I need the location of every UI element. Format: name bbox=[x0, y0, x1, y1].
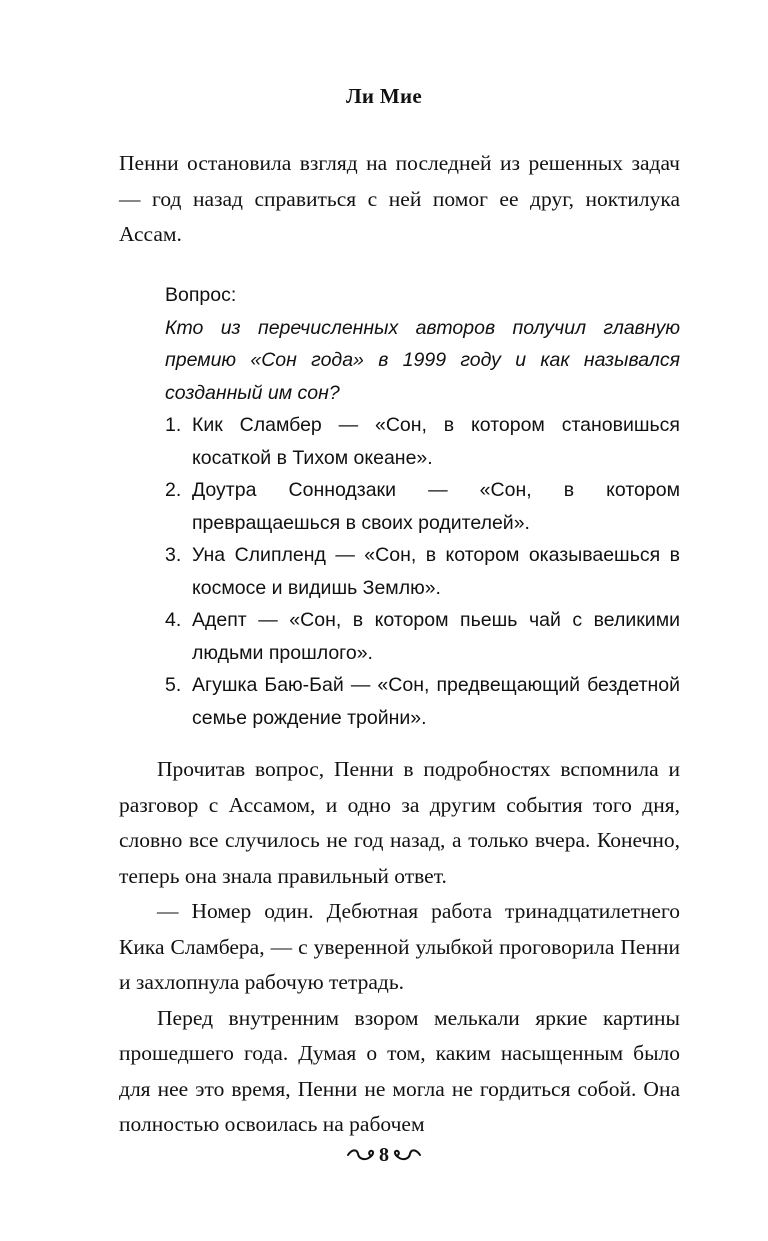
quiz-label: Вопрос: bbox=[165, 284, 237, 306]
quiz-question: Кто из перечисленных авторов получил главную премию «Сон года» в 1999 году и как назывался созданный им сон? bbox=[165, 316, 680, 404]
narrative-paragraph: Перед внутренним взором мелькали яркие картины прошедшего года. Думая о том, каким насыщенным было для нее это время, Пенни не могла не гордиться собой. Она полностью освоилась на рабочем bbox=[119, 1005, 680, 1136]
dialogue-paragraph: — Номер один. Дебютная работа тринадцатилетнего Кика Сламбера, — с уверенной улыбкой проговорила Пенни и захлопнула рабочую тетрадь. bbox=[119, 899, 680, 994]
quiz-option-3 bbox=[165, 539, 680, 604]
page-number: 8 bbox=[379, 1144, 389, 1166]
quiz-option-5 bbox=[165, 669, 680, 734]
page-footer bbox=[0, 1144, 768, 1167]
quiz-options-list bbox=[165, 409, 680, 734]
narrative-text bbox=[119, 752, 680, 1143]
right-flourish-icon bbox=[392, 1147, 422, 1165]
option-text: Кик Сламбер — «Сон, в котором становишься косаткой в Тихом океане». bbox=[192, 414, 680, 469]
narrative-paragraph: Прочитав вопрос, Пенни в подробностях вспомнила и разговор с Ассамом, и одно за другим события того дня, словно все случилось не год назад, а только вчера. Конечно, теперь она знала правильный ответ. bbox=[119, 757, 680, 888]
option-text: Доутра Соннодзаки — «Сон, в котором превращаешься в своих родителей». bbox=[192, 479, 680, 534]
quiz-option-4 bbox=[165, 604, 680, 669]
quiz-option-1 bbox=[165, 409, 680, 474]
left-flourish-icon bbox=[346, 1147, 376, 1165]
option-text: Уна Слипленд — «Сон, в котором оказываешься в космосе и видишь Землю». bbox=[192, 544, 680, 599]
running-header-author: Ли Мие bbox=[345, 84, 423, 108]
option-number: 2. bbox=[165, 479, 182, 501]
option-number: 1. bbox=[165, 414, 182, 436]
quiz-block bbox=[165, 279, 680, 734]
option-text: Адепт — «Сон, в котором пьешь чай с великими людьми прошлого». bbox=[192, 609, 680, 664]
quiz-option-2 bbox=[165, 474, 680, 539]
option-number: 4. bbox=[165, 609, 182, 631]
option-number: 5. bbox=[165, 674, 182, 696]
option-text: Агушка Баю-Бай — «Сон, предвещающий бездетной семье рождение тройни». bbox=[192, 674, 680, 729]
intro-paragraph: Пенни остановила взгляд на последней из решенных задач — год назад справиться с ней помог ее друг, ноктилука Ассам. bbox=[119, 151, 680, 246]
option-number: 3. bbox=[165, 544, 182, 566]
intro-text bbox=[119, 146, 680, 253]
